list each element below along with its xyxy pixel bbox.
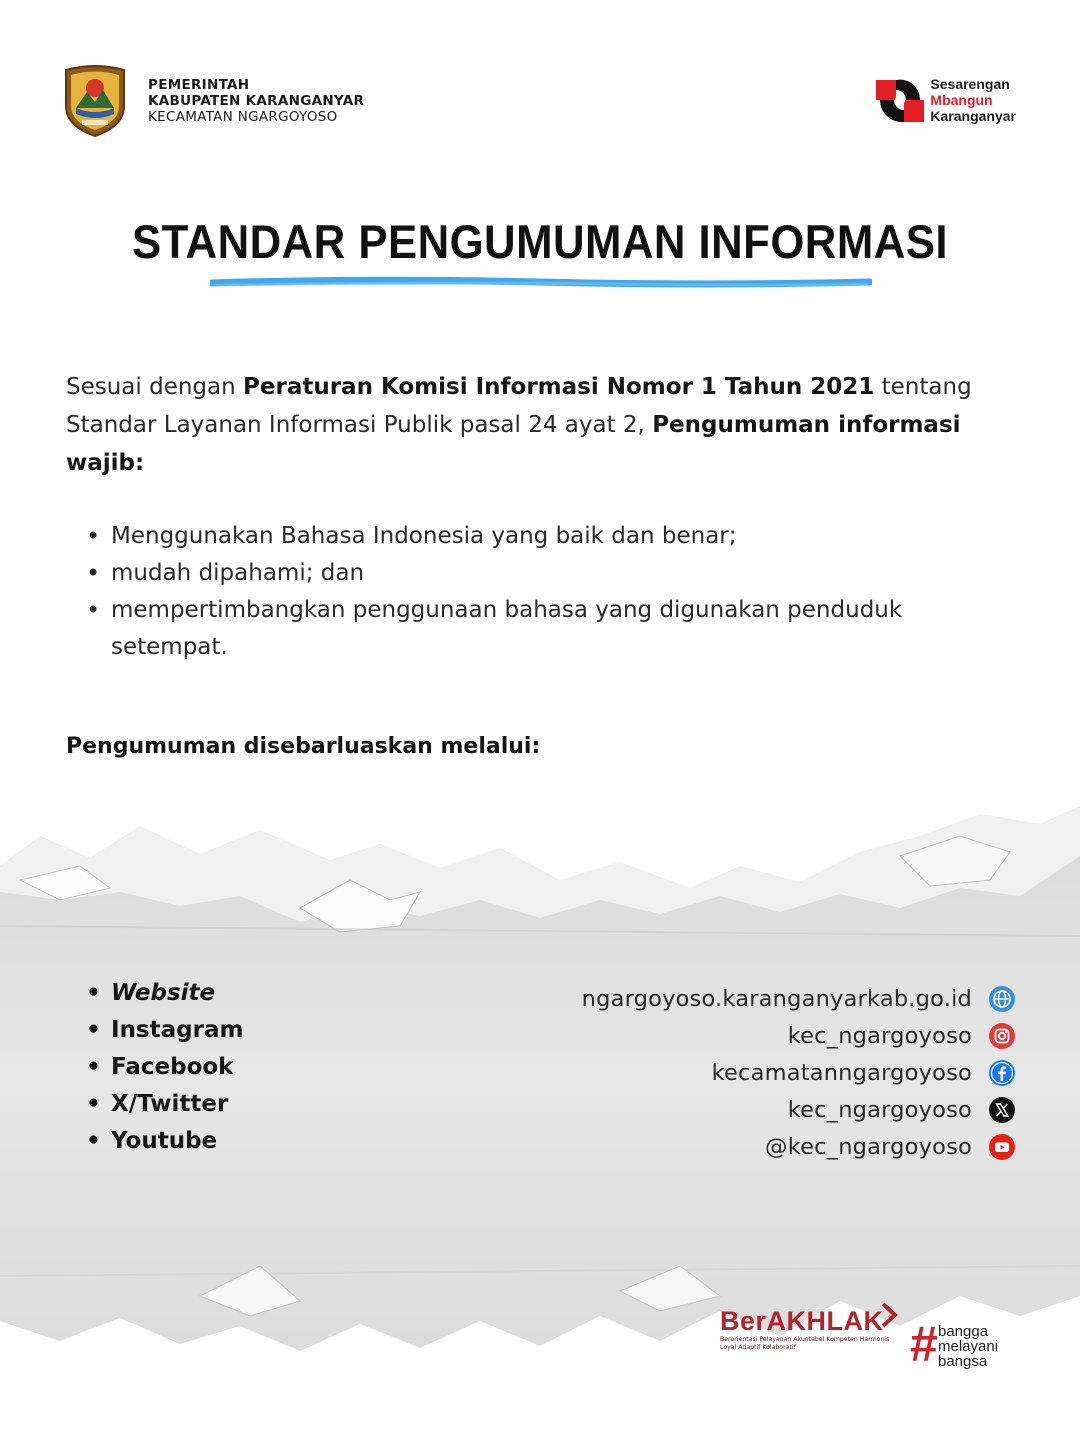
intro-text-1: Sesuai dengan bbox=[66, 374, 244, 400]
regency-crest-icon bbox=[62, 64, 128, 138]
government-header bbox=[62, 64, 364, 138]
youtube-icon bbox=[988, 1133, 1016, 1161]
x-icon bbox=[988, 1096, 1016, 1124]
gov-line-2: KABUPATEN KARANGANYAR bbox=[148, 93, 365, 109]
gov-line-3: KECAMATAN NGARGOYOSO bbox=[148, 109, 338, 125]
bangsa-word: bangsa bbox=[938, 1353, 988, 1370]
handle-row-facebook bbox=[582, 1054, 1016, 1091]
handle-row-twitter bbox=[582, 1091, 1016, 1128]
youtube-handle[interactable]: @kec_ngargoyoso bbox=[765, 1133, 972, 1160]
list-item: • mempertimbangkan penggunaan bahasa yang digunakan penduduk setempat. bbox=[90, 592, 1010, 666]
channel-name-facebook: • Facebook bbox=[90, 1049, 243, 1086]
globe-icon bbox=[988, 985, 1016, 1013]
gov-line-1: PEMERINTAH bbox=[148, 77, 250, 93]
hashtag-icon: # bbox=[910, 1316, 938, 1372]
page-title: STANDAR PENGUMUMAN INFORMASI bbox=[132, 215, 948, 268]
handle-row-instagram bbox=[582, 1017, 1016, 1054]
regulation-name: Peraturan Komisi Informasi Nomor 1 Tahun 2021 bbox=[243, 374, 875, 400]
bangga-melayani-bangsa-logo bbox=[910, 1316, 1020, 1378]
list-item: • Menggunakan Bahasa Indonesia yang baik dan benar; bbox=[90, 518, 1010, 555]
brand-line-1: Sesarengan bbox=[930, 76, 1010, 92]
channels-heading: Pengumuman disebarluaskan melalui: bbox=[66, 734, 541, 759]
instagram-handle[interactable]: kec_ngargoyoso bbox=[787, 1022, 972, 1049]
berakhlak-wordmark: BerAKHLAK bbox=[720, 1306, 884, 1336]
brand-line-2: Mbangun bbox=[930, 92, 993, 108]
intro-paragraph bbox=[66, 368, 1026, 482]
list-item: • mudah dipahami; dan bbox=[90, 555, 1010, 592]
handle-row-youtube bbox=[582, 1128, 1016, 1165]
melayani-word: melayani bbox=[938, 1338, 999, 1355]
channel-name-website: • Website bbox=[90, 975, 243, 1012]
brand-line-3: Karanganyar bbox=[930, 108, 1016, 124]
sesarengan-logo-icon bbox=[876, 76, 924, 124]
facebook-handle[interactable]: kecamatanngargoyoso bbox=[711, 1059, 972, 1086]
berakhlak-tagline: Berorientasi Pelayanan Akuntabel Kompeten Harmonis Loyal Adaptif Kolaboratif bbox=[720, 1336, 890, 1351]
requirements-list bbox=[90, 518, 1010, 666]
channel-handles bbox=[582, 980, 1016, 1165]
channel-list bbox=[90, 975, 243, 1160]
brand-logo bbox=[876, 76, 1016, 124]
handle-row-website bbox=[582, 980, 1016, 1017]
channel-name-instagram: • Instagram bbox=[90, 1012, 243, 1049]
obligation-lead: Pengumuman informasi wajib: bbox=[66, 412, 961, 476]
channel-name-youtube: • Youtube bbox=[90, 1123, 243, 1160]
bangga-word: bangga bbox=[938, 1323, 989, 1340]
chevron-right-icon bbox=[880, 1302, 900, 1328]
intro-text-2: tentang Standar Layanan Informasi Publik pasal 24 ayat 2, bbox=[66, 374, 972, 438]
instagram-icon bbox=[988, 1022, 1016, 1050]
facebook-icon bbox=[988, 1059, 1016, 1087]
twitter-handle[interactable]: kec_ngargoyoso bbox=[787, 1096, 972, 1123]
title-underline bbox=[210, 274, 872, 290]
channel-name-twitter: • X/Twitter bbox=[90, 1086, 243, 1123]
website-url[interactable]: ngargoyoso.karanganyarkab.go.id bbox=[581, 985, 972, 1012]
berakhlak-logo bbox=[720, 1306, 900, 1352]
